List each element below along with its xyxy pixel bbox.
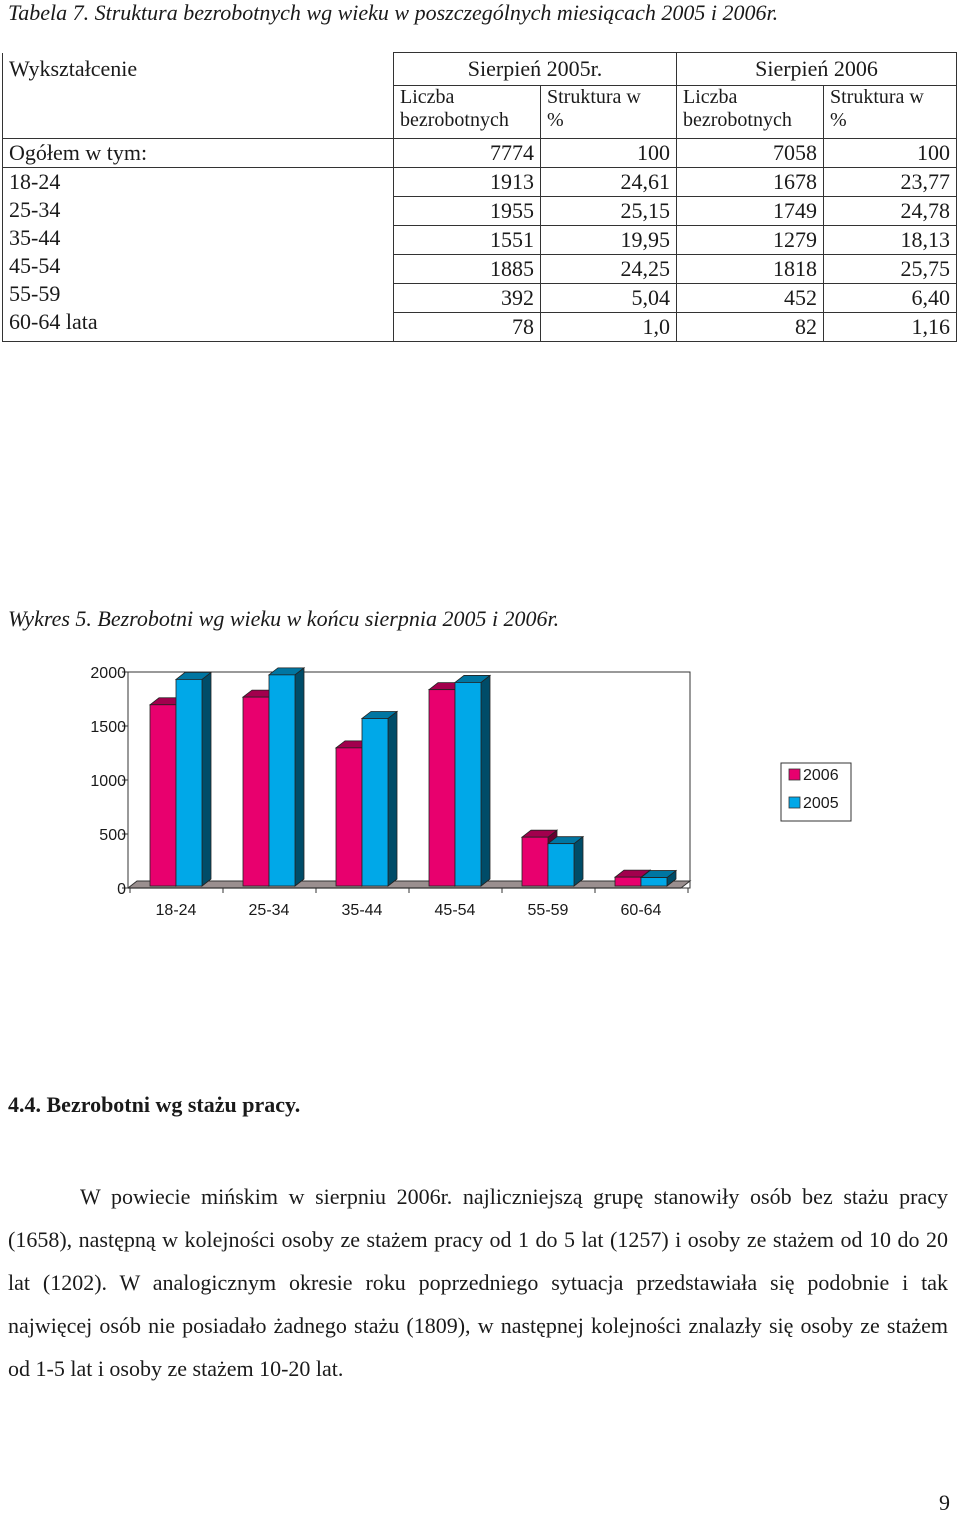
table-caption: Tabela 7. Struktura bezrobotnych wg wieku w poszczególnych miesiącach 2005 i 2006r.: [8, 0, 779, 25]
bar-front: [641, 878, 667, 886]
subheader-structure-line1: Struktura w: [830, 86, 924, 108]
row-label: 45-54: [9, 253, 61, 278]
y-tick-label: 1000: [90, 773, 126, 790]
bar-2005-35-44: [362, 711, 397, 886]
bar-2005-55-59: [548, 837, 583, 886]
bar-front: [455, 682, 481, 886]
structure-2006: 25,75: [824, 255, 957, 284]
plot-frame: [128, 672, 690, 888]
row-label: 55-59: [9, 281, 61, 306]
structure-2006: 100: [824, 139, 957, 168]
bar-2005-18-24: [176, 672, 211, 886]
bar-side: [388, 711, 397, 886]
count-2005: 1955: [394, 197, 541, 226]
bar-front: [243, 697, 269, 886]
page-number: 9: [939, 1490, 950, 1515]
floor-plane: [128, 881, 690, 888]
count-2006: 7058: [677, 139, 824, 168]
structure-2005: 25,15: [541, 197, 677, 226]
subheader-structure-2006: [824, 86, 957, 139]
structure-2005: 5,04: [541, 284, 677, 313]
bar-front: [269, 675, 295, 886]
structure-2005: 100: [541, 139, 677, 168]
age-structure-table: [2, 52, 957, 342]
empty-header-cell: [3, 86, 394, 139]
subheader-structure-line2: %: [830, 109, 847, 131]
bar-2005-25-34: [269, 668, 304, 886]
body-paragraph: [8, 1175, 948, 1390]
subheader-structure-line1: Struktura w: [547, 86, 641, 108]
legend: [781, 763, 851, 821]
bar-front: [615, 877, 641, 886]
legend-swatch-2006: [789, 769, 800, 780]
subheader-structure-2005: [541, 86, 677, 139]
section-heading: 4.4. Bezrobotni wg stażu pracy.: [8, 1092, 301, 1117]
bar-front: [548, 844, 574, 886]
structure-2006: 6,40: [824, 284, 957, 313]
x-tick-label: 55-59: [527, 902, 569, 919]
row-label: 35-44: [9, 225, 61, 250]
y-tick-label: 1500: [90, 719, 126, 736]
count-2006: 1749: [677, 197, 824, 226]
row-label: 25-34: [9, 197, 61, 222]
count-2005: 1551: [394, 226, 541, 255]
chart-floor: [128, 881, 690, 893]
bars-group: [150, 668, 676, 886]
bar-front: [429, 690, 455, 886]
count-2005: 1885: [394, 255, 541, 284]
structure-2005: 24,61: [541, 168, 677, 197]
column-header-label: Wykształcenie: [3, 53, 394, 86]
x-tick-label: 45-54: [434, 902, 476, 919]
row-label-total: Ogółem w tym:: [3, 139, 394, 168]
age-bar-chart: [0, 650, 960, 940]
bar-front: [150, 705, 176, 886]
bar-side: [574, 837, 583, 886]
legend-label-2005: 2005: [803, 795, 839, 812]
bar-side: [295, 668, 304, 886]
x-tick-label: 60-64: [620, 902, 662, 919]
structure-2006: 1,16: [824, 313, 957, 342]
x-tick-label: 18-24: [155, 902, 197, 919]
subheader-count-2005: Liczba bezrobotnych: [394, 86, 541, 139]
x-tick-label: 25-34: [248, 902, 290, 919]
x-tick-label: 35-44: [341, 902, 383, 919]
count-2006: 1678: [677, 168, 824, 197]
row-label: 60-64 lata: [9, 309, 98, 334]
y-tick-label: 500: [99, 827, 126, 844]
bar-front: [522, 837, 548, 886]
count-2005: 392: [394, 284, 541, 313]
y-tick-label: 0: [117, 881, 126, 898]
count-2006: 452: [677, 284, 824, 313]
count-2006: 1279: [677, 226, 824, 255]
structure-2006: 23,77: [824, 168, 957, 197]
bar-side: [481, 675, 490, 886]
chart-caption: Wykres 5. Bezrobotni wg wieku w końcu sierpnia 2005 i 2006r.: [8, 606, 560, 631]
structure-2005: 19,95: [541, 226, 677, 255]
bar-front: [362, 718, 388, 886]
paragraph-text: W powiecie mińskim w sierpniu 2006r. najliczniejszą grupę stanowiły osób bez stażu pracy (1658), następną w kolejności osoby ze stażem pracy od 1 do 5 lat (1257) i osoby ze stażem od 10 do 20 lat (1202). W analogicznym okresie roku poprzedniego sytuacja przedstawiała się podobnie i tak najwięcej osób nie posiadało żadnego stażu (1809), w następnej kolejności znalazły się osoby ze stażem od 1-5 lat i osoby ze stażem 10-20 lat.: [8, 1184, 948, 1381]
legend-label-2006: 2006: [803, 767, 839, 784]
row-label: 18-24: [9, 169, 61, 194]
subheader-structure-line2: %: [547, 109, 564, 131]
count-2005: 7774: [394, 139, 541, 168]
bar-side: [202, 672, 211, 886]
count-2006: 82: [677, 313, 824, 342]
bar-2005-45-54: [455, 675, 490, 886]
structure-2006: 24,78: [824, 197, 957, 226]
table-row: [3, 139, 957, 168]
count-2006: 1818: [677, 255, 824, 284]
count-2005: 1913: [394, 168, 541, 197]
table-row: [3, 168, 957, 197]
period-header-2006: Sierpień 2006: [677, 53, 957, 86]
structure-2005: 1,0: [541, 313, 677, 342]
period-header-2005: Sierpień 2005r.: [394, 53, 677, 86]
structure-2005: 24,25: [541, 255, 677, 284]
structure-2006: 18,13: [824, 226, 957, 255]
subheader-count-2006: Liczba bezrobotnych: [677, 86, 824, 139]
count-2005: 78: [394, 313, 541, 342]
y-axis: [90, 665, 128, 898]
x-axis-labels: [156, 902, 662, 919]
y-tick-label: 2000: [90, 665, 126, 682]
bar-front: [336, 748, 362, 886]
age-group-labels: [3, 168, 394, 342]
legend-swatch-2005: [789, 797, 800, 808]
bar-front: [176, 679, 202, 886]
